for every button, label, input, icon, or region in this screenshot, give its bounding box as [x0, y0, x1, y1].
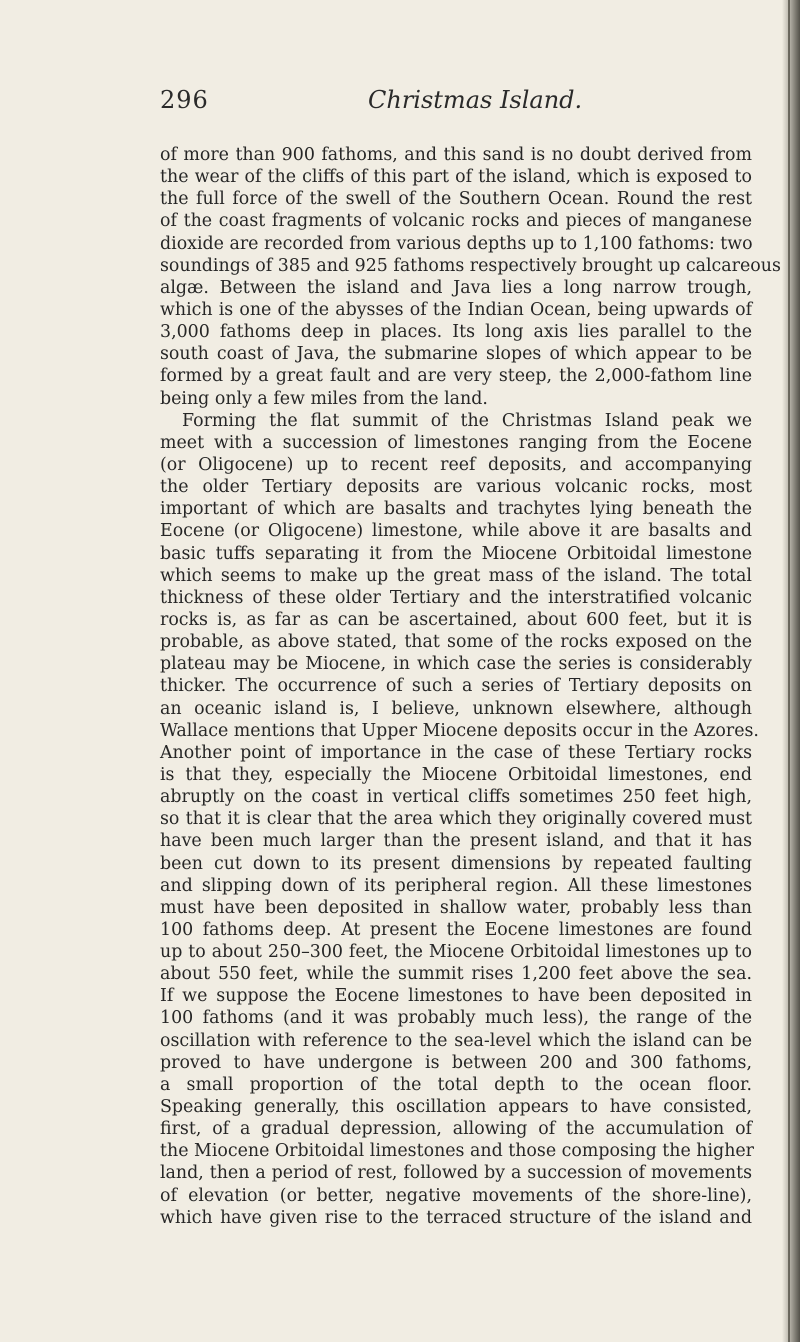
text-line: being only a few miles from the land. [160, 388, 488, 409]
text-line: Speaking generally, this oscillation appears to have consisted, [160, 1097, 752, 1118]
text-line: important of which are basalts and trachytes lying beneath the [160, 499, 752, 520]
text-line: 3,000 fathoms deep in places. Its long axis lies parallel to the [160, 322, 752, 343]
text-line: formed by a great fault and are very steep, the 2,000-fathom line [160, 366, 752, 387]
text-line: and slipping down of its peripheral region. All these limestones [160, 875, 752, 896]
body-text [160, 144, 781, 1229]
page-edge-shadow [782, 0, 800, 1342]
text-line: (or Oligocene) up to recent reef deposits, and accompanying [160, 454, 752, 475]
text-line: of the coast fragments of volcanic rocks and pieces of manganese [160, 211, 752, 232]
text-line: the older Tertiary deposits are various volcanic rocks, most [160, 477, 752, 498]
text-line: the Miocene Orbitoidal limestones and those composing the higher [160, 1141, 754, 1162]
text-line: Wallace mentions that Upper Miocene deposits occur in the Azores. [160, 720, 759, 741]
text-line: which have given rise to the terraced structure of the island and [160, 1207, 752, 1228]
text-line: If we suppose the Eocene limestones to have been deposited in [160, 986, 752, 1007]
text-line: have been much larger than the present island, and that it has [160, 831, 752, 852]
text-line: oscillation with reference to the sea-level which the island can be [160, 1030, 752, 1051]
text-line: which is one of the abysses of the Indian Ocean, being upwards of [160, 299, 752, 320]
text-line: basic tuffs separating it from the Miocene Orbitoidal limestone [160, 543, 752, 564]
text-line: 100 fathoms (and it was probably much less), the range of the [160, 1008, 752, 1029]
text-line: is that they, especially the Miocene Orbitoidal limestones, end [160, 764, 752, 785]
text-line: south coast of Java, the submarine slopes of which appear to be [160, 344, 752, 365]
text-line: land, then a period of rest, followed by a succession of movements [160, 1163, 752, 1184]
text-line: meet with a succession of limestones ranging from the Eocene [160, 432, 752, 453]
text-line: abruptly on the coast in vertical cliffs sometimes 250 feet high, [160, 787, 752, 808]
text-line: which seems to make up the great mass of the island. The total [160, 565, 752, 586]
text-line: algæ. Between the island and Java lies a long narrow trough, [160, 277, 752, 298]
text-line: Another point of importance in the case of these Tertiary rocks [160, 742, 752, 763]
text-line: so that it is clear that the area which they originally covered must [160, 809, 752, 830]
text-line: an oceanic island is, I believe, unknown elsewhere, although [160, 698, 752, 719]
text-line: rocks is, as far as can be ascertained, about 600 feet, but it is [160, 609, 752, 630]
text-line: first, of a gradual depression, allowing of the accumulation of [160, 1119, 752, 1140]
text-line: of elevation (or better, negative movements of the shore-line), [160, 1185, 752, 1206]
text-line: proved to have undergone is between 200 and 300 fathoms, [160, 1052, 752, 1073]
text-line: Eocene (or Oligocene) limestone, while above it are basalts and [160, 521, 752, 542]
text-line: been cut down to its present dimensions by repeated faulting [160, 853, 752, 874]
text-line: the full force of the swell of the Southern Ocean. Round the rest [160, 189, 752, 210]
text-line: the wear of the cliffs of this part of the island, which is exposed to [160, 167, 752, 188]
text-line: dioxide are recorded from various depths up to 1,100 fathoms: two [160, 233, 753, 254]
text-line: of more than 900 fathoms, and this sand is no doubt derived from [160, 145, 752, 165]
page-gutter-line [788, 0, 790, 1342]
running-head: Christmas Island. [368, 86, 583, 114]
page-header [0, 86, 800, 126]
text-line: 100 fathoms deep. At present the Eocene limestones are found [160, 919, 752, 940]
text-line: soundings of 385 and 925 fathoms respectively brought up calcareous [160, 255, 781, 276]
text-line: thickness of these older Tertiary and the interstratified volcanic [160, 587, 752, 608]
text-line: must have been deposited in shallow water, probably less than [160, 897, 752, 918]
text-line: probable, as above stated, that some of the rocks exposed on the [160, 632, 752, 653]
text-line: a small proportion of the total depth to the ocean floor. [160, 1074, 752, 1095]
text-line: Forming the flat summit of the Christmas Island peak we [182, 410, 752, 431]
text-line: about 550 feet, while the summit rises 1,200 feet above the sea. [160, 964, 752, 985]
text-line: plateau may be Miocene, in which case the series is considerably [160, 654, 752, 675]
text-line: up to about 250–300 feet, the Miocene Orbitoidal limestones up to [160, 942, 752, 963]
page-number: 296 [160, 86, 209, 114]
text-line: thicker. The occurrence of such a series of Tertiary deposits on [160, 676, 752, 697]
